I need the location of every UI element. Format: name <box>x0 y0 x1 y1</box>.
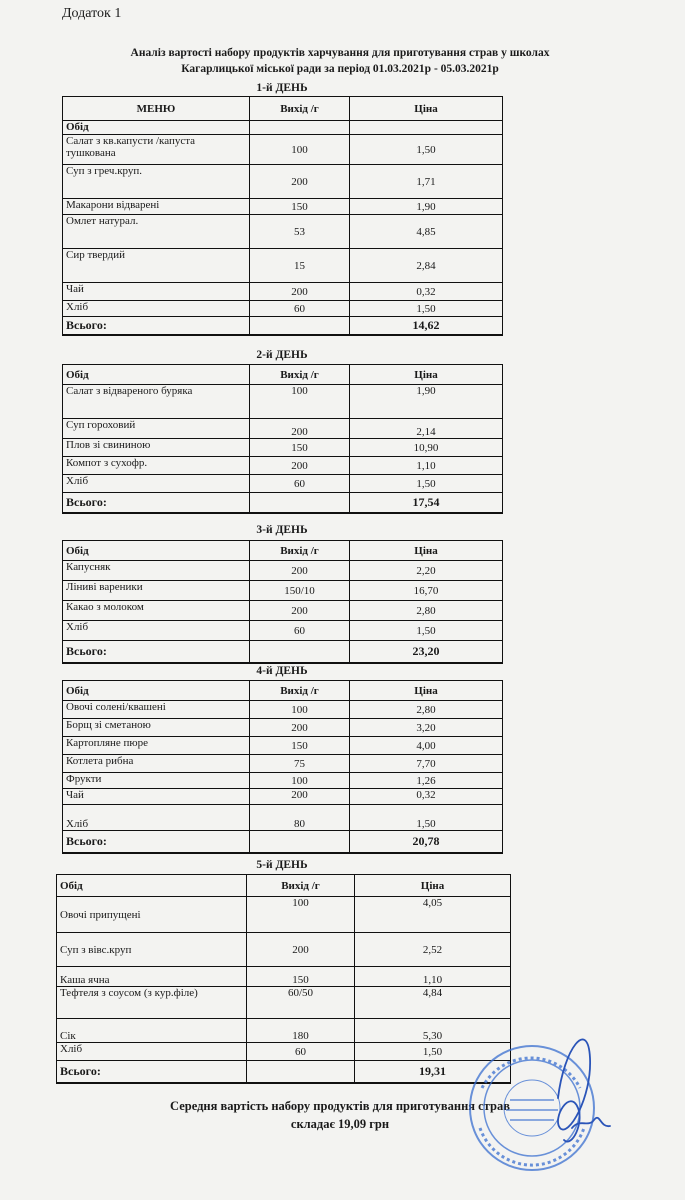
yield-header: Вихід /г <box>250 97 350 121</box>
dish-name: Капусняк <box>63 561 250 581</box>
yield-header: Вихід /г <box>247 875 355 897</box>
dish-yield: 100 <box>250 135 350 165</box>
dish-name: Овочі припущені <box>57 897 247 933</box>
price-header: Ціна <box>350 97 503 121</box>
dish-price: 4,84 <box>355 987 511 1019</box>
dish-name: Макарони відварені <box>63 199 250 215</box>
table-row <box>63 737 503 755</box>
table-row <box>63 621 503 641</box>
dish-name: Котлета рибна <box>63 755 250 773</box>
signature <box>558 1039 610 1141</box>
total-row <box>63 641 503 663</box>
day-5-table <box>56 874 511 1084</box>
table-row <box>63 385 503 419</box>
dish-name: Ліниві вареники <box>63 581 250 601</box>
table-row <box>63 135 503 165</box>
meal-label: Обід <box>57 875 247 897</box>
dish-name: Какао з молоком <box>63 601 250 621</box>
dish-price: 1,26 <box>350 773 503 789</box>
yield-header: Вихід /г <box>250 365 350 385</box>
price-header: Ціна <box>350 541 503 561</box>
table-row <box>57 933 511 967</box>
day-4-table <box>62 680 503 854</box>
table-row <box>63 581 503 601</box>
table-row <box>63 805 503 831</box>
dish-yield: 60 <box>250 621 350 641</box>
table-row <box>57 897 511 933</box>
dish-yield: 100 <box>247 897 355 933</box>
total-value: 19,31 <box>355 1061 511 1083</box>
dish-name: Хліб <box>63 301 250 317</box>
dish-yield: 150 <box>250 439 350 457</box>
table-row <box>57 987 511 1019</box>
day-1-table <box>62 96 503 336</box>
dish-name: Чай <box>63 789 250 805</box>
table-row <box>63 701 503 719</box>
dish-yield: 60/50 <box>247 987 355 1019</box>
dish-name: Хліб <box>63 475 250 493</box>
table-row <box>63 755 503 773</box>
dish-yield: 53 <box>250 215 350 249</box>
dish-price: 0,32 <box>350 789 503 805</box>
dish-yield: 200 <box>250 789 350 805</box>
dish-price: 1,50 <box>350 621 503 641</box>
dish-price: 2,80 <box>350 601 503 621</box>
price-header: Ціна <box>350 681 503 701</box>
table-header-row <box>63 365 503 385</box>
table-row <box>63 773 503 789</box>
table-row <box>63 301 503 317</box>
stamp-seal <box>470 1046 594 1170</box>
dish-name: Суп з вівс.круп <box>57 933 247 967</box>
table-row <box>57 1019 511 1043</box>
dish-yield: 60 <box>247 1043 355 1061</box>
dish-yield: 100 <box>250 385 350 419</box>
dish-price: 1,50 <box>350 475 503 493</box>
dish-price: 2,20 <box>350 561 503 581</box>
total-label: Всього: <box>57 1061 247 1083</box>
table-row <box>63 561 503 581</box>
total-value: 20,78 <box>350 831 503 853</box>
dish-price: 0,32 <box>350 283 503 301</box>
total-row <box>63 831 503 853</box>
table-row <box>63 249 503 283</box>
table-row <box>63 719 503 737</box>
total-value: 17,54 <box>350 493 503 513</box>
dish-name: Суп гороховий <box>63 419 250 439</box>
total-row <box>57 1061 511 1083</box>
table-row <box>63 283 503 301</box>
dish-yield: 200 <box>250 283 350 301</box>
dish-yield: 200 <box>250 561 350 581</box>
dish-yield: 200 <box>250 419 350 439</box>
dish-yield: 150 <box>247 967 355 987</box>
table-row <box>57 967 511 987</box>
dish-name: Компот з сухофр. <box>63 457 250 475</box>
dish-name: Хліб <box>63 805 250 831</box>
document-title-line-2: Кагарлицької міської ради за період 01.03.2021р - 05.03.2021р <box>181 63 499 75</box>
menu-header: МЕНЮ <box>63 97 250 121</box>
dish-name: Сік <box>57 1019 247 1043</box>
dish-price: 2,14 <box>350 419 503 439</box>
dish-price: 2,84 <box>350 249 503 283</box>
dish-price: 1,90 <box>350 385 503 419</box>
dish-price: 4,00 <box>350 737 503 755</box>
dish-price: 2,52 <box>355 933 511 967</box>
table-row <box>63 439 503 457</box>
dish-yield: 100 <box>250 701 350 719</box>
meal-label: Обід <box>63 365 250 385</box>
summary-line-2: складає 19,09 грн <box>290 1117 390 1131</box>
dish-yield: 100 <box>250 773 350 789</box>
dish-yield: 60 <box>250 475 350 493</box>
dish-name: Фрукти <box>63 773 250 789</box>
dish-price: 10,90 <box>350 439 503 457</box>
total-label: Всього: <box>63 831 250 853</box>
dish-name: Картопляне пюре <box>63 737 250 755</box>
dish-yield: 150/10 <box>250 581 350 601</box>
table-row <box>63 419 503 439</box>
dish-price: 4,85 <box>350 215 503 249</box>
dish-name: Салат з відвареного буряка <box>63 385 250 419</box>
dish-name: Салат з кв.капусти /капуста тушкована <box>63 135 250 165</box>
dish-name: Плов зі свининою <box>63 439 250 457</box>
official-stamp-and-signature <box>460 1028 620 1178</box>
dish-price: 7,70 <box>350 755 503 773</box>
table-row <box>57 1043 511 1061</box>
total-label: Всього: <box>63 493 250 513</box>
dish-price: 3,20 <box>350 719 503 737</box>
table-row <box>63 215 503 249</box>
table-row <box>63 475 503 493</box>
price-header: Ціна <box>355 875 511 897</box>
dish-name: Каша ячна <box>57 967 247 987</box>
dish-yield: 150 <box>250 737 350 755</box>
dish-name: Чай <box>63 283 250 301</box>
dish-price: 1,10 <box>350 457 503 475</box>
table-row <box>63 601 503 621</box>
dish-name: Суп з греч.круп. <box>63 165 250 199</box>
dish-yield: 200 <box>250 165 350 199</box>
summary-line-1: Середня вартість набору продуктів для приготування страв <box>170 1099 510 1113</box>
day-1-title: 1-й ДЕНЬ <box>256 82 308 94</box>
dish-yield: 150 <box>250 199 350 215</box>
dish-yield: 80 <box>250 805 350 831</box>
dish-yield: 200 <box>250 719 350 737</box>
appendix-label: Додаток 1 <box>62 6 122 21</box>
dish-price: 1,50 <box>350 135 503 165</box>
table-row <box>63 165 503 199</box>
day-5-title: 5-й ДЕНЬ <box>256 859 308 871</box>
yield-header: Вихід /г <box>250 541 350 561</box>
total-value: 14,62 <box>350 317 503 335</box>
total-row <box>63 493 503 513</box>
table-row <box>63 789 503 805</box>
dish-price: 4,05 <box>355 897 511 933</box>
document-title-line-1: Аналіз вартості набору продуктів харчування для приготування страв у школах <box>130 47 550 59</box>
dish-name: Омлет натурал. <box>63 215 250 249</box>
table-header-row <box>63 97 503 121</box>
meal-label: Обід <box>63 541 250 561</box>
dish-price: 2,80 <box>350 701 503 719</box>
table-header-row <box>63 541 503 561</box>
section-row <box>63 121 503 135</box>
dish-name: Хліб <box>63 621 250 641</box>
dish-yield: 200 <box>247 933 355 967</box>
dish-yield: 200 <box>250 601 350 621</box>
dish-price: 1,50 <box>355 1043 511 1061</box>
day-4-title: 4-й ДЕНЬ <box>256 665 308 677</box>
dish-name: Овочі солені/квашені <box>63 701 250 719</box>
dish-name: Борщ зі сметаною <box>63 719 250 737</box>
day-3-title: 3-й ДЕНЬ <box>256 524 308 536</box>
total-label: Всього: <box>63 317 250 335</box>
dish-yield: 200 <box>250 457 350 475</box>
dish-price: 1,50 <box>350 805 503 831</box>
yield-header: Вихід /г <box>250 681 350 701</box>
table-row <box>63 199 503 215</box>
meal-label: Обід <box>63 121 250 135</box>
total-label: Всього: <box>63 641 250 663</box>
dish-price: 1,71 <box>350 165 503 199</box>
dish-name: Хліб <box>57 1043 247 1061</box>
total-value: 23,20 <box>350 641 503 663</box>
table-row <box>63 457 503 475</box>
dish-yield: 15 <box>250 249 350 283</box>
price-header: Ціна <box>350 365 503 385</box>
day-2-table <box>62 364 503 514</box>
table-header-row <box>63 681 503 701</box>
dish-price: 1,50 <box>350 301 503 317</box>
day-3-table <box>62 540 503 664</box>
table-header-row <box>57 875 511 897</box>
dish-name: Тефтеля з соусом (з кур.філе) <box>57 987 247 1019</box>
dish-price: 1,10 <box>355 967 511 987</box>
dish-yield: 180 <box>247 1019 355 1043</box>
dish-price: 1,90 <box>350 199 503 215</box>
day-2-title: 2-й ДЕНЬ <box>256 349 308 361</box>
dish-name: Сир твердий <box>63 249 250 283</box>
dish-yield: 75 <box>250 755 350 773</box>
dish-yield: 60 <box>250 301 350 317</box>
meal-label: Обід <box>63 681 250 701</box>
total-row <box>63 317 503 335</box>
dish-price: 5,30 <box>355 1019 511 1043</box>
dish-price: 16,70 <box>350 581 503 601</box>
